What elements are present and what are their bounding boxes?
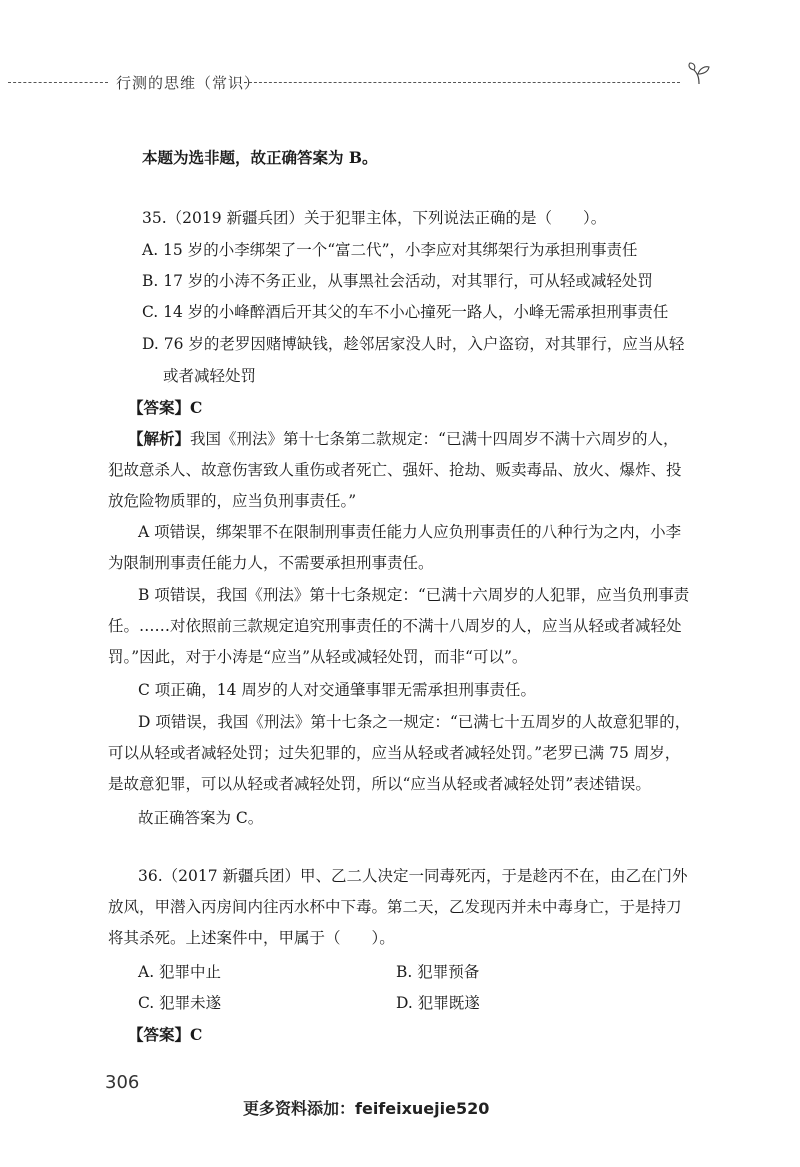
q36-answer-label: 【答案】 [128, 1025, 191, 1044]
q36-option-b: B. 犯罪预备 [396, 963, 480, 981]
para-b-line-1: B 项错误，我国《刑法》第十七条规定：“已满十六周岁的人犯罪，应当负刑事责 [138, 586, 690, 604]
analysis-line-3: 放危险物质罪的，应当负刑事责任。” [108, 492, 357, 510]
analysis-label: 【解析】 [128, 429, 191, 448]
para-b-line-3: 罚。”因此，对于小涛是“应当”从轻或减轻处罚，而非“可以”。 [108, 648, 528, 666]
q36-option-d: D. 犯罪既遂 [396, 994, 480, 1012]
q36-stem-line-3: 将其杀死。上述案件中，甲属于（ ）。 [108, 929, 395, 947]
q35-option-d: D. 76 岁的老罗因赌博缺钱，趁邻居家没人时，入户盗窃，对其罪行，应当从轻 [142, 335, 685, 353]
q35-para-a [108, 517, 708, 579]
analysis-line-2: 犯故意杀人、故意伤害致人重伤或者死亡、强奸、抢劫、贩卖毒品、放火、爆炸、投 [108, 461, 682, 479]
q36-option-c: C. 犯罪未遂 [138, 994, 222, 1012]
q35-conclusion: 故正确答案为 C。 [138, 809, 264, 827]
footer-note: 更多资料添加：feifeixuejie520 [243, 1099, 490, 1118]
analysis-text-1: 我国《刑法》第十七条第二款规定：“已满十四周岁不满十六周岁的人， [190, 430, 679, 448]
q35-option-d-cont: 或者减轻处罚 [163, 367, 257, 385]
q35-para-d [108, 707, 708, 800]
q36-answer-value: C [190, 1025, 203, 1044]
q35-stem: 35.（2019 新疆兵团）关于犯罪主体，下列说法正确的是（ ）。 [142, 209, 607, 227]
q36-answer [128, 1025, 202, 1045]
analysis-line-1 [108, 423, 708, 455]
running-header [8, 66, 708, 100]
q35-para-b [108, 580, 708, 673]
para-a-line-2: 为限制刑事责任能力人，不需要承担刑事责任。 [108, 554, 434, 572]
para-c-line-1: C 项正确，14 周岁的人对交通肇事罪无需承担刑事责任。 [138, 681, 536, 699]
intro-line: 本题为选非题，故正确答案为 B。 [142, 148, 378, 167]
header-title: 行测的思维（常识） [116, 74, 261, 92]
q36-stem [108, 861, 708, 954]
q35-answer [128, 398, 202, 418]
sprout-leaf-icon [686, 60, 712, 86]
header-rule-left [8, 82, 108, 83]
page-number: 306 [105, 1072, 140, 1093]
q35-analysis [108, 423, 708, 517]
q36-option-a: A. 犯罪中止 [138, 963, 222, 981]
q36-stem-line-1: 36.（2017 新疆兵团）甲、乙二人决定一同毒死丙，于是趁丙不在，由乙在门外 [138, 867, 688, 885]
q36-stem-line-2: 放风，甲潜入丙房间内往丙水杯中下毒。第二天，乙发现丙并未中毒身亡，于是持刀 [108, 898, 682, 916]
para-b-line-2: 任。……对依照前三款规定追究刑事责任的不满十八周岁的人，应当从轻或者减轻处 [108, 617, 682, 635]
header-rule-right [244, 82, 680, 83]
para-d-line-1: D 项错误，我国《刑法》第十七条之一规定：“已满七十五周岁的人故意犯罪的， [138, 713, 691, 731]
para-a-line-1: A 项错误，绑架罪不在限制刑事责任能力人应负刑事责任的八种行为之内，小李 [138, 523, 682, 541]
q35-option-b: B. 17 岁的小涛不务正业，从事黑社会活动，对其罪行，可从轻或减轻处罚 [142, 272, 653, 290]
answer-label: 【答案】 [128, 398, 191, 417]
q35-option-a: A. 15 岁的小李绑架了一个“富二代”，小李应对其绑架行为承担刑事责任 [142, 241, 638, 259]
para-d-line-2: 可以从轻或者减轻处罚；过失犯罪的，应当从轻或者减轻处罚。”老罗已满 75 周岁， [108, 744, 681, 762]
q35-option-c: C. 14 岁的小峰醉酒后开其父的车不小心撞死一路人，小峰无需承担刑事责任 [142, 303, 669, 321]
q35-para-c [108, 675, 708, 706]
para-d-line-3: 是故意犯罪，可以从轻或者减轻处罚，所以“应当从轻或者减轻处罚”表述错误。 [108, 775, 651, 793]
answer-value: C [190, 398, 203, 417]
